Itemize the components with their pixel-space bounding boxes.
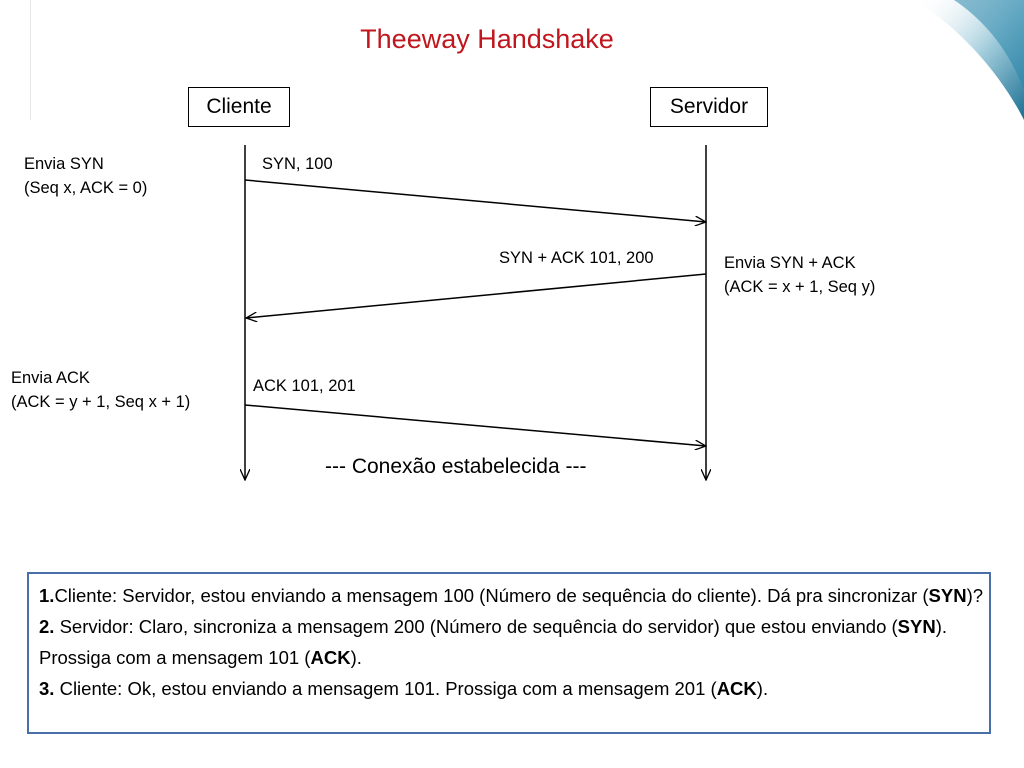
server-syn-ack-note-line1: Envia SYN + ACK [724, 254, 856, 272]
client-syn-note-line1: Envia SYN [24, 155, 104, 173]
syn-message-label: SYN, 100 [262, 155, 333, 173]
connection-established-label: --- Conexão estabelecida --- [325, 455, 587, 478]
client-box: Cliente [188, 87, 290, 127]
ack-message-label: ACK 101, 201 [253, 377, 356, 395]
syn-arrow [245, 180, 706, 222]
note-2: 2. Servidor: Claro, sincroniza a mensagem 200 (Número de sequência do servidor) que estou enviando (SYN). Prossiga com a mensagem 101 (ACK). [39, 616, 948, 668]
note-3: 3. Cliente: Ok, estou enviando a mensagem 101. Prossiga com a mensagem 201 (ACK). [39, 678, 769, 699]
syn-ack-message-label: SYN + ACK 101, 200 [499, 249, 654, 267]
note-1: 1.Cliente: Servidor, estou enviando a mensagem 100 (Número de sequência do cliente). Dá pra sincronizar (SYN)? [39, 585, 984, 606]
client-ack-note-line2: (ACK = y + 1, Seq x + 1) [11, 393, 191, 411]
client-ack-note-line1: Envia ACK [11, 369, 90, 387]
syn-ack-arrow [246, 274, 706, 318]
explanation-box [27, 572, 991, 734]
slide-title: Theeway Handshake [360, 24, 614, 54]
ack-arrow [245, 405, 706, 446]
client-syn-note-line2: (Seq x, ACK = 0) [24, 179, 148, 197]
server-syn-ack-note-line2: (ACK = x + 1, Seq y) [724, 278, 876, 296]
server-box: Servidor [650, 87, 768, 127]
